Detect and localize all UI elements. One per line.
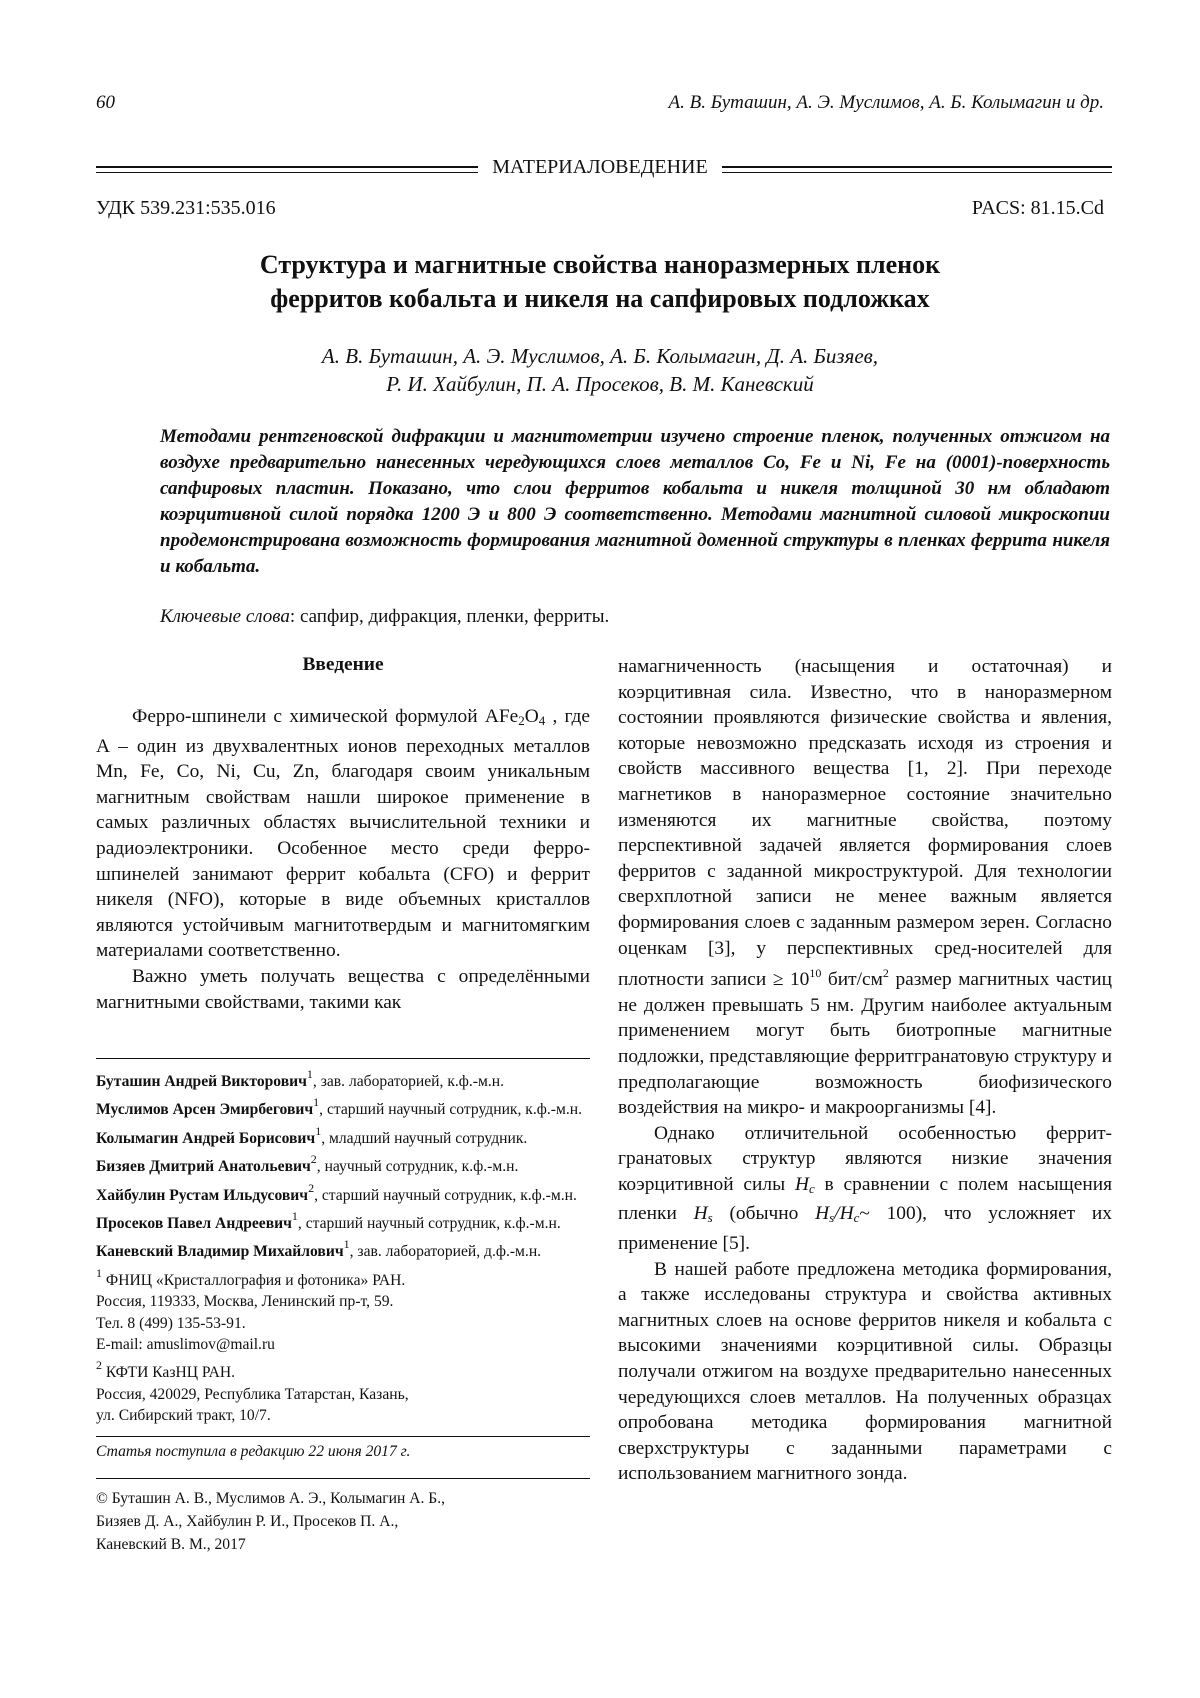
copyright-line-2: Бизяев Д. А., Хайбулин Р. И., Просеков П. А., bbox=[96, 1513, 399, 1530]
intro-p1-text-b: O bbox=[524, 706, 539, 727]
right-p2-text-d: ~ 100), что усложняет их применение [5]. bbox=[618, 1203, 1112, 1255]
affiliation-1-email: E-mail: amuslimov@mail.ru bbox=[96, 1336, 275, 1354]
right-p1-text-b: бит/см bbox=[821, 969, 883, 991]
intro-body bbox=[96, 704, 590, 1015]
author-note-2 bbox=[96, 1092, 590, 1120]
section-title-text: МАТЕРИАЛОВЕДЕНИЕ bbox=[478, 156, 721, 178]
copyright-rule bbox=[96, 1478, 590, 1479]
author-note-name: Хайбулин Рустам Ильдусович bbox=[96, 1186, 309, 1204]
article-authors bbox=[150, 342, 1050, 398]
affiliation-1-phone: Тел. 8 (499) 135-53-91. bbox=[96, 1314, 246, 1332]
affiliation-1-address: Россия, 119333, Москва, Ленинский пр-т, 59. bbox=[96, 1293, 394, 1311]
page-number: 60 bbox=[96, 92, 115, 113]
author-note-5 bbox=[96, 1178, 590, 1206]
author-note-1 bbox=[96, 1064, 590, 1092]
right-column-body bbox=[618, 654, 1112, 1487]
authors-line-2: Р. И. Хайбулин, П. А. Просеков, В. М. Каневский bbox=[386, 372, 814, 396]
author-note-sup: 2 bbox=[308, 1180, 315, 1195]
affiliation-2-address: Россия, 420029, Республика Татарстан, Казань, bbox=[96, 1385, 409, 1403]
author-note-sup: 1 bbox=[313, 1095, 320, 1110]
affiliation-2-name: КФТИ КазНЦ РАН. bbox=[102, 1364, 236, 1382]
author-note-name: Муслимов Арсен Эмирбегович bbox=[96, 1101, 314, 1119]
keywords-text: : сапфир, дифракция, пленки, ферриты. bbox=[289, 606, 610, 627]
hs-symbol: H bbox=[693, 1203, 708, 1225]
right-p1-text-a: намагниченность (насыщения и остаточная) и коэрцитивная сила. Известно, что в наноразмерном состоянии проявляются физические свойства и явления, которые невозможно предсказать исходя из строения и свойств массивного вещества [1, 2]. При переходе магнетиков в наноразмерное состояние значительно изменяются их магнитные свойства, поэтому перспективной задачей является формирования слоев ферритов с заданной микроструктурой. Для технологии сверхплотной записи не менее важным является формирования слоев с заданным размером зерен. Согласно оценкам [3], у перспективных сред-носителей для плотности записи ≥ 10 bbox=[618, 656, 1112, 991]
right-p2-text-c: (обычно bbox=[712, 1203, 816, 1225]
author-note-role: , старший научный сотрудник, к.ф.-м.н. bbox=[319, 1101, 582, 1119]
right-paragraph-3: В нашей работе предложена методика формирования, а также исследованы структура и свойства активных магнитных слоев на основе ферритов никеля и кобальта с высокими значениями коэрцитивной силы. Образцы получали отжигом на воздухе предварительно нанесенных чередующихся слоев металлов. На полученных образцах опробована методика формирования магнитной сверхструктуры с заданными параметрами с использованием магнитного зонда. bbox=[618, 1258, 1112, 1485]
author-note-name: Просеков Павел Андреевич bbox=[96, 1215, 292, 1233]
affiliation-1-sup: 1 bbox=[96, 1265, 102, 1280]
author-note-6 bbox=[96, 1206, 590, 1234]
author-note-sup: 1 bbox=[306, 1067, 313, 1081]
author-note-role: , научный сотрудник, к.ф.-м.н. bbox=[316, 1158, 519, 1176]
right-p1-text-c: размер магнитных частиц не должен превышать 5 нм. Другим наиболее актуальным применением могут быть биотропные магнитные подложки, представляющие ферритгранатовую структуру и предполагающие возможность биофизического воздействия на микро- и макроорганизмы [4]. bbox=[618, 969, 1112, 1119]
affiliation-2-street: ул. Сибирский тракт, 10/7. bbox=[96, 1407, 271, 1425]
intro-p1-text-c: , где A – один из двухвалентных ионов переходных металлов Mn, Fe, Co, Ni, Cu, Zn, благодаря своим уникальным магнитным свойствам нашли широкое применение в самых различных областях вычислительной техники и радиоэлектроники. Особенное место среди ферро-шпинелей занимают феррит кобальта (CFO) и феррит никеля (NFO), которые в виде объемных кристаллов являются устойчивым магнитотвердым и магнитомягким материалами соответственно. bbox=[96, 706, 590, 962]
intro-heading: Введение bbox=[302, 654, 384, 675]
copyright-line-1: © Буташин А. В., Муслимов А. Э., Колымагин А. Б., bbox=[96, 1490, 446, 1507]
author-note-role: , старший научный сотрудник, к.ф.-м.н. bbox=[314, 1186, 577, 1204]
udk-code: УДК 539.231:535.016 bbox=[96, 197, 276, 219]
copyright-line-3: Каневский В. М., 2017 bbox=[96, 1536, 246, 1553]
hc-subscript: c bbox=[808, 1180, 815, 1196]
keywords-label: Ключевые слова bbox=[160, 606, 290, 627]
intro-p1-sub-2: 4 bbox=[538, 713, 546, 728]
right-paragraph-1 bbox=[618, 654, 1112, 1121]
hc-ratio-subscript: c bbox=[853, 1210, 860, 1226]
author-footnotes bbox=[96, 1064, 590, 1427]
author-note-name: Бизяев Дмитрий Анатольевич bbox=[96, 1158, 311, 1176]
right-p2-text-a: Однако отличительной особенностью феррит-гранатовых структур являются низкие значения коэрцитивной силы bbox=[618, 1122, 1112, 1195]
author-note-sup: 1 bbox=[315, 1123, 322, 1138]
author-note-3 bbox=[96, 1121, 590, 1149]
author-note-role: , зав. лабораторией, д.ф.-м.н. bbox=[349, 1243, 542, 1261]
intro-paragraph-1 bbox=[96, 704, 590, 964]
author-note-role: , младший научный сотрудник. bbox=[321, 1129, 528, 1147]
author-note-sup: 2 bbox=[310, 1152, 317, 1167]
footnote-rule bbox=[96, 1058, 590, 1059]
hs-ratio-subscript: s bbox=[829, 1210, 835, 1226]
hs-subscript: s bbox=[707, 1210, 713, 1226]
hc-ratio-symbol: H bbox=[839, 1203, 854, 1225]
received-date: Статья поступила в редакцию 22 июня 2017 г. bbox=[96, 1443, 411, 1460]
hc-symbol: H bbox=[794, 1173, 809, 1195]
author-note-sup: 1 bbox=[291, 1209, 298, 1224]
author-note-name: Колымагин Андрей Борисович bbox=[96, 1129, 316, 1147]
pacs-code: PACS: 81.15.Cd bbox=[971, 197, 1104, 219]
intro-paragraph-2: Важно уметь получать вещества с определёнными магнитными свойствами, такими как bbox=[96, 965, 590, 1013]
intro-p1-text-a: Ферро-шпинели с химической формулой AFe bbox=[132, 706, 519, 727]
author-note-role: , старший научный сотрудник, к.ф.-м.н. bbox=[297, 1215, 561, 1233]
right-p1-sup-1: 10 bbox=[809, 966, 822, 981]
author-note-role: , зав. лабораторией, к.ф.-м.н. bbox=[312, 1073, 504, 1090]
received-rule bbox=[96, 1436, 590, 1437]
hs-ratio-symbol: H bbox=[815, 1203, 830, 1225]
author-note-4 bbox=[96, 1149, 590, 1177]
keywords bbox=[160, 604, 1110, 630]
author-note-sup: 1 bbox=[343, 1237, 350, 1252]
section-title bbox=[0, 156, 1200, 179]
author-note-7 bbox=[96, 1234, 590, 1262]
title-line-2: ферритов кобальта и никеля на сапфировых подложках bbox=[270, 284, 930, 313]
intro-p1-sub-1: 2 bbox=[518, 713, 525, 728]
right-paragraph-2 bbox=[618, 1121, 1112, 1257]
affiliation-1-name: ФНИЦ «Кристаллография и фотоника» РАН. bbox=[102, 1271, 406, 1289]
affiliation-1 bbox=[96, 1263, 590, 1291]
right-p2-text-b: в сравнении с полем насыщения пленки bbox=[618, 1173, 1112, 1225]
author-note-name: Каневский Владимир Михайлович bbox=[96, 1243, 344, 1261]
right-p1-sup-2: 2 bbox=[882, 966, 889, 981]
affiliation-2 bbox=[96, 1355, 590, 1383]
abstract: Методами рентгеновской дифракции и магнитометрии изучено строение пленок, полученных отжигом на воздухе предварительно нанесенных чередующихся слоев металлов Co, Fe и Ni, Fe на (0001)-поверхность сапфировых пластин. Показано, что слои ферритов кобальта и никеля толщиной 30 нм обладают коэрцитивной силой порядка 1200 Э и 800 Э соответственно. Методами магнитной силовой микроскопии продемонстрирована возможность формирования магнитной доменной структуры в пленках феррита никеля и кобальта. bbox=[160, 426, 1110, 577]
copyright-notice bbox=[96, 1487, 590, 1556]
author-note-name: Буташин Андрей Викторович bbox=[96, 1073, 307, 1090]
ratio-slash: / bbox=[834, 1203, 840, 1225]
affiliation-2-sup: 2 bbox=[96, 1358, 102, 1373]
article-title bbox=[150, 248, 1050, 316]
title-line-1: Структура и магнитные свойства наноразмерных пленок bbox=[259, 250, 941, 279]
running-authors: А. В. Буташин, А. Э. Муслимов, А. Б. Колымагин и др. bbox=[668, 92, 1104, 113]
authors-line-1: А. В. Буташин, А. Э. Муслимов, А. Б. Колымагин, Д. А. Бизяев, bbox=[321, 344, 879, 368]
